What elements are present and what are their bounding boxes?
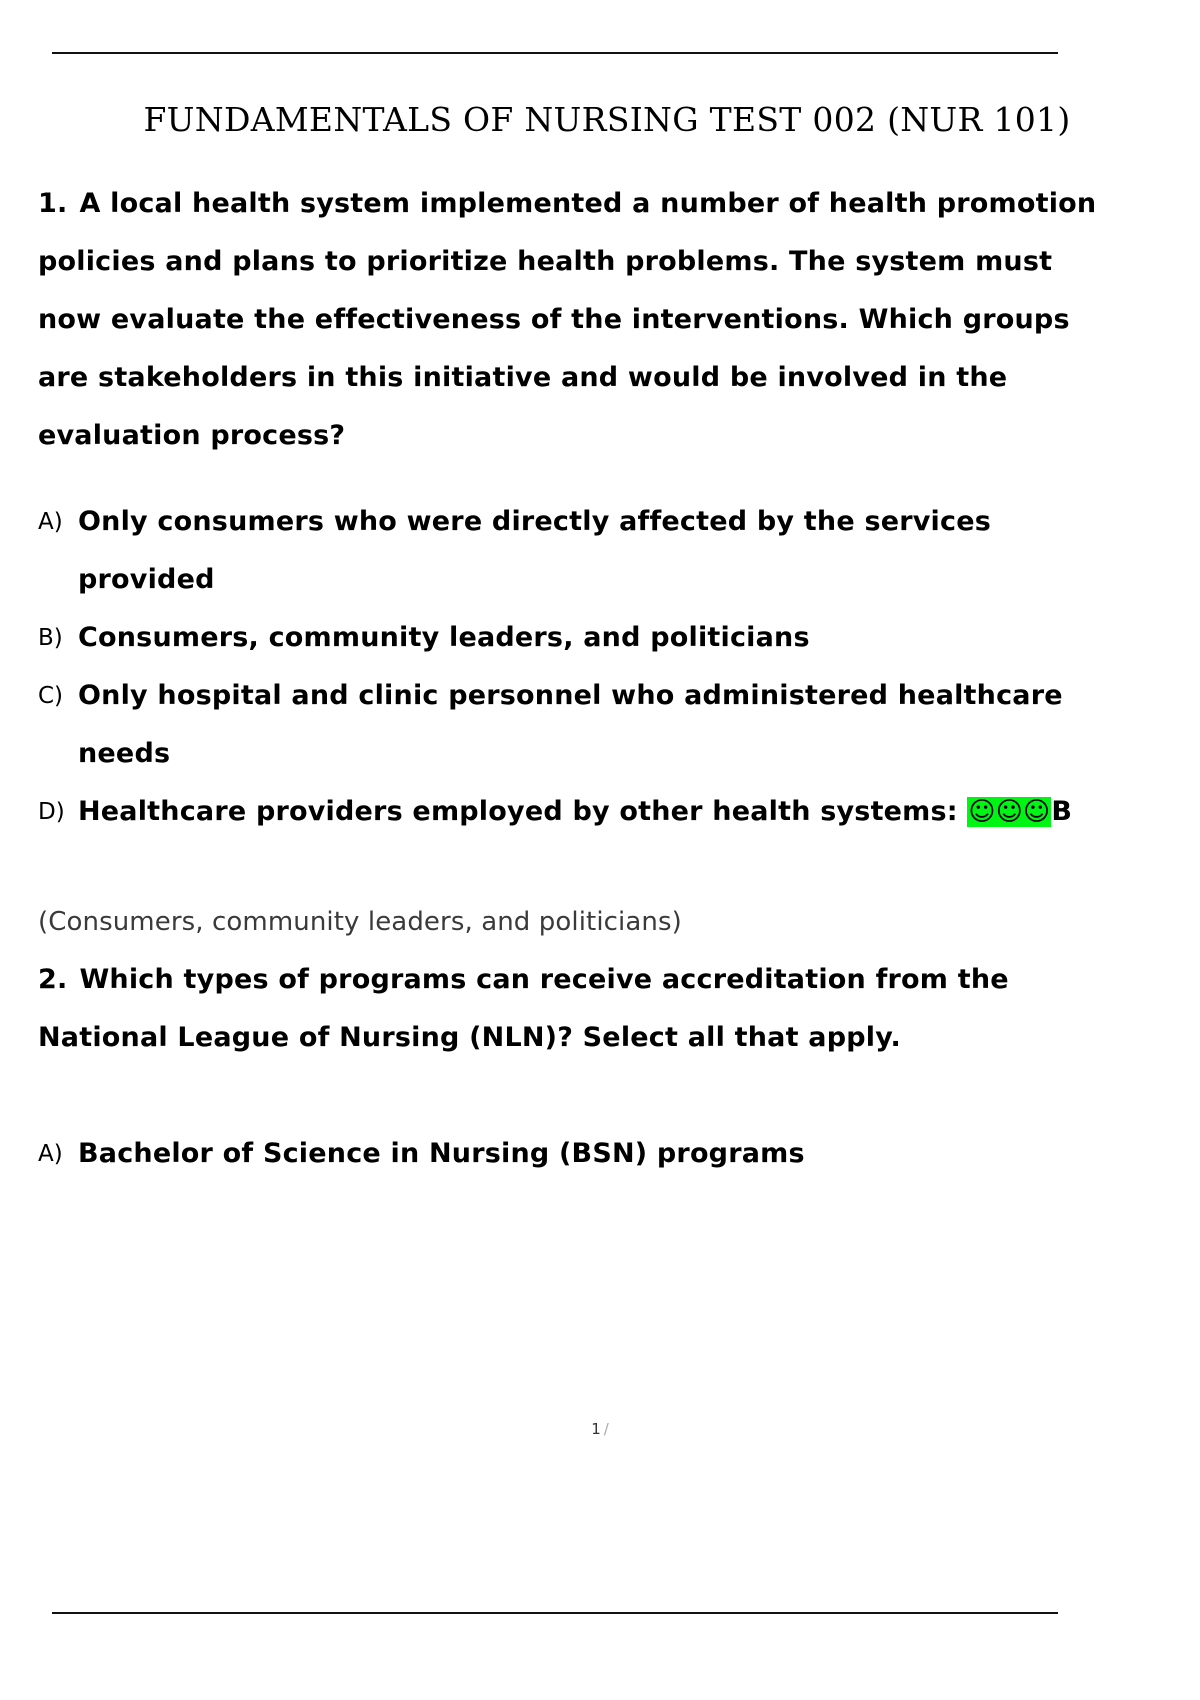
question-2-text — [38, 951, 1098, 1067]
option-a-letter: A) — [38, 509, 63, 535]
answer-highlight-icon: ☺☺☺ — [968, 797, 1051, 827]
page-title: FUNDAMENTALS OF NURSING TEST 002 (NUR 101) — [143, 100, 1071, 139]
option-c-letter: C) — [38, 683, 64, 709]
header-divider — [52, 52, 1058, 54]
option-c-text: Only hospital and clinic personnel who administered healthcare needs — [78, 680, 1063, 769]
question-2-stem: Which types of programs can receive accreditation from the National League of Nursing (NLN)? Select all that apply. — [38, 964, 1009, 1053]
option-b — [38, 609, 1098, 667]
question-2-options — [38, 1125, 1098, 1183]
option-a-text: Only consumers who were directly affected by the services provided — [78, 506, 991, 595]
option-a — [38, 1125, 1098, 1183]
option-a-letter: A) — [38, 1141, 63, 1167]
option-d-text — [78, 783, 1098, 841]
option-d — [38, 783, 1098, 841]
spacer — [38, 841, 1098, 893]
spacer — [38, 1067, 1098, 1125]
question-1-options — [38, 493, 1098, 841]
spacer — [38, 465, 1098, 493]
document-body — [38, 175, 1098, 1183]
answer-letter: B — [1051, 796, 1073, 827]
option-a — [38, 493, 1098, 609]
answer-parenthetical: (Consumers, community leaders, and politicians) — [38, 907, 682, 937]
question-2-number: 2. — [38, 964, 68, 995]
page-footer — [0, 1420, 1200, 1438]
option-a-text: Bachelor of Science in Nursing (BSN) programs — [78, 1138, 805, 1169]
question-1-text — [38, 175, 1098, 465]
option-b-letter: B) — [38, 625, 63, 651]
option-d-letter: D) — [38, 799, 65, 825]
question-1-number: 1. — [38, 188, 68, 219]
option-d-label: Healthcare providers employed by other health systems: — [78, 796, 958, 827]
option-c — [38, 667, 1098, 783]
footer-page-number: 1 — [591, 1420, 601, 1438]
option-b-text: Consumers, community leaders, and politicians — [78, 622, 810, 653]
question-1-stem: A local health system implemented a number of health promotion policies and plans to prioritize health problems. The system must now evaluate the effectiveness of the interventions. Which groups are stakeholders in this initiative and would be involved in the evaluation process? — [38, 188, 1097, 451]
footer-divider — [52, 1612, 1058, 1614]
footer-separator: / — [603, 1420, 609, 1438]
